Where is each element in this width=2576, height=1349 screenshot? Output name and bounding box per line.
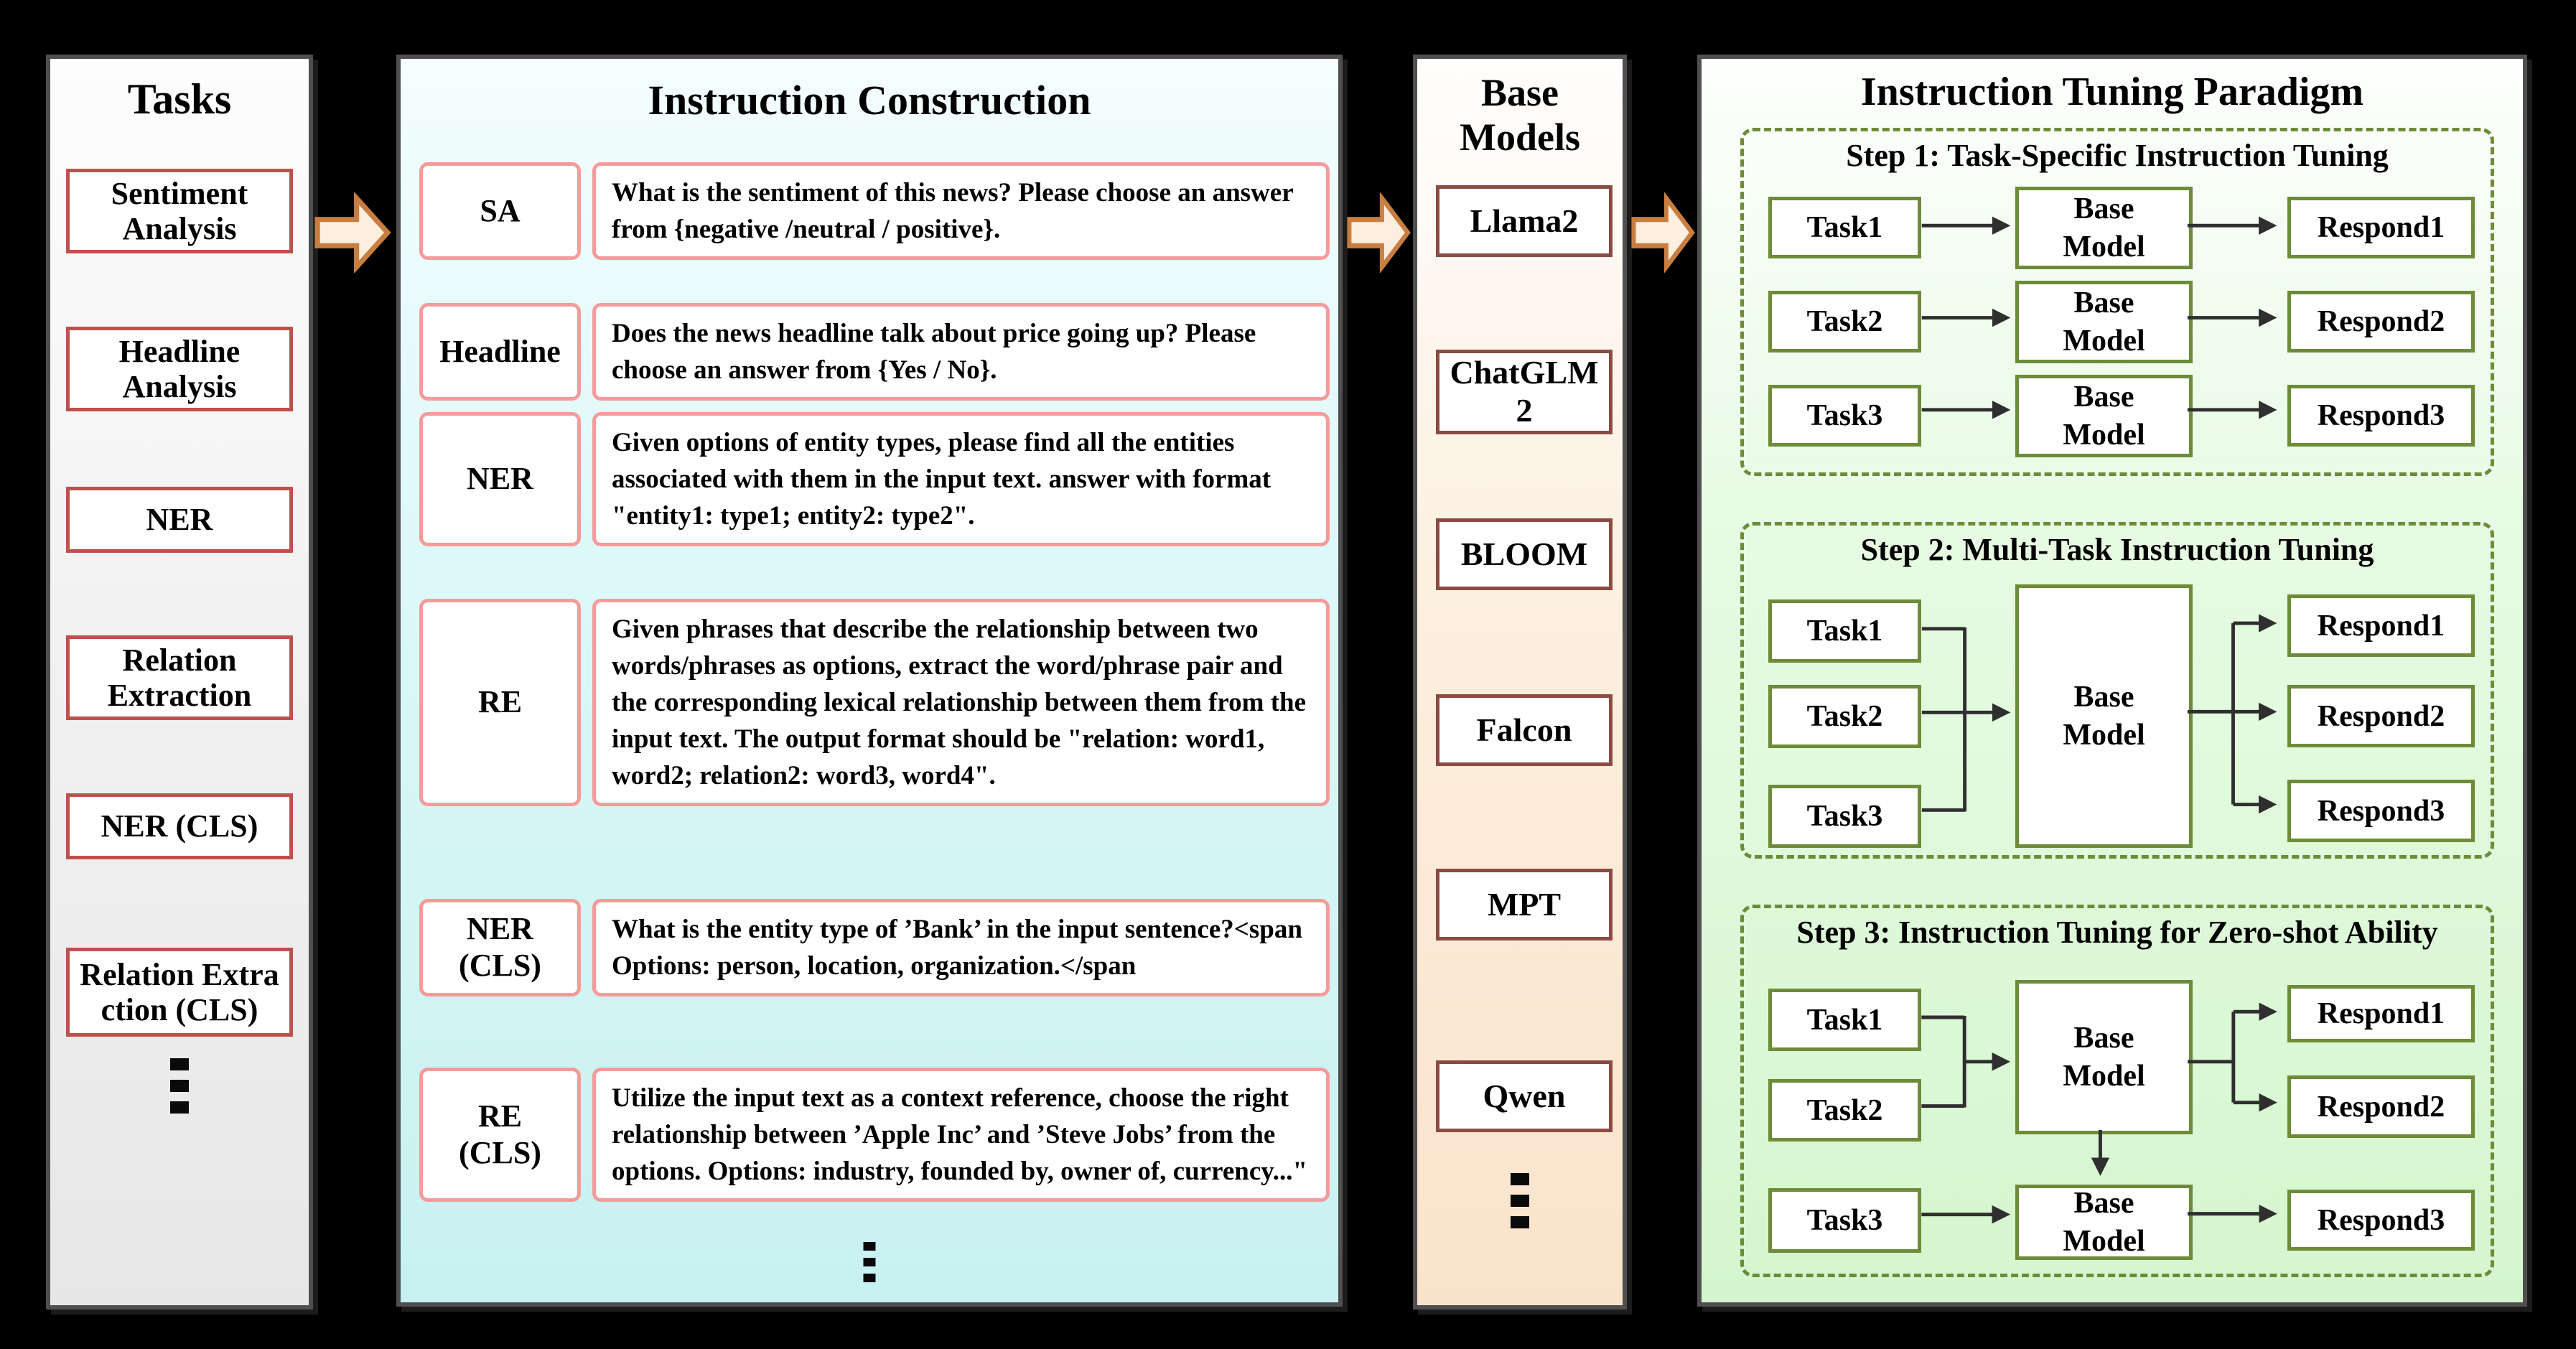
tasks-panel [46, 55, 313, 1310]
flow-arrow-icon [1347, 192, 1411, 273]
instruction-row-sa [419, 162, 1330, 260]
step1-base-model-box-3: Base Model [2015, 375, 2193, 457]
task-box-relation-extraction: Relation Extraction [66, 635, 293, 720]
model-box-mpt: MPT [1436, 869, 1613, 940]
instruction-construction-panel [396, 55, 1343, 1307]
instruction-text: Does the news headline talk about price going up? Please choose an answer from {Yes / No}. [592, 303, 1330, 401]
step3-task2-box: Task2 [1768, 1079, 1921, 1142]
instruction-panel-title: Instruction Construction [648, 77, 1091, 123]
step3-task1-box: Task1 [1768, 989, 1921, 1051]
instruction-row-re-cls [419, 1068, 1330, 1202]
tasks-panel-title: Tasks [127, 75, 232, 123]
instruction-tuning-paradigm-panel [1697, 55, 2527, 1307]
model-box-falcon: Falcon [1436, 694, 1613, 766]
step2-container [1740, 522, 2494, 859]
step3-title: Step 3: Instruction Tuning for Zero-shot Ability [1796, 915, 2438, 950]
base-models-panel [1413, 55, 1627, 1310]
step3-respond1-box: Respond1 [2287, 985, 2475, 1042]
step1-respond2-box: Respond2 [2287, 291, 2475, 353]
step1-base-model-box-2: Base Model [2015, 281, 2193, 363]
model-box-llama2: Llama2 [1436, 185, 1613, 257]
task-box-ner-cls: NER (CLS) [66, 793, 293, 859]
step2-task2-box: Task2 [1768, 685, 1921, 748]
instruction-label: RE (CLS) [419, 1068, 581, 1202]
instruction-label: NER [419, 412, 581, 546]
step1-task3-box: Task3 [1768, 385, 1921, 447]
step2-respond1-box: Respond1 [2287, 594, 2475, 657]
instruction-row-ner-cls [419, 899, 1330, 996]
step1-base-model-box-1: Base Model [2015, 187, 2193, 269]
step3-respond2-box: Respond2 [2287, 1075, 2475, 1138]
instruction-row-re [419, 599, 1330, 806]
instruction-label: NER (CLS) [419, 899, 581, 996]
models-panel-title: Base Models [1460, 71, 1580, 159]
instruction-text: What is the sentiment of this news? Please choose an answer from {negative /neutral / positive}. [592, 162, 1330, 260]
model-box-bloom: BLOOM [1436, 518, 1613, 590]
step3-respond3-box: Respond3 [2287, 1190, 2475, 1251]
instruction-text: Given options of entity types, please find all the entities associated with them in the input text. answer with format "entity1: type1; entity2: type2". [592, 412, 1330, 546]
step1-container [1740, 128, 2494, 476]
step3-base-model-box-bottom: Base Model [2015, 1185, 2193, 1260]
task-box-relation-extraction-cls: Relation Extraction (CLS) [66, 948, 293, 1037]
vertical-ellipsis-icon [1511, 1173, 1529, 1228]
instruction-row-headline [419, 303, 1330, 401]
step1-task2-box: Task2 [1768, 291, 1921, 353]
task-box-sentiment-analysis: Sentiment Analysis [66, 169, 293, 253]
instruction-text: What is the entity type of ’Bank’ in the input sentence?<span Options: person, location, organization.</span [592, 899, 1330, 996]
step1-task1-box: Task1 [1768, 197, 1921, 258]
vertical-ellipsis-icon [864, 1242, 876, 1282]
instruction-text: Given phrases that describe the relationship between two words/phrases as options, extract the word/phrase pair and the corresponding lexical relationship between them from the input text. The output format should be "relation: word1, word2; relation2: word3, word4". [592, 599, 1330, 806]
step1-title: Step 1: Task-Specific Instruction Tuning [1846, 138, 2389, 173]
instruction-text: Utilize the input text as a context reference, choose the right relationship between ’Apple Inc’ and ’Steve Jobs’ from the options. Options: industry, founded by, owner of, currency..." [592, 1068, 1330, 1202]
instruction-label: SA [419, 162, 581, 260]
step1-respond1-box: Respond1 [2287, 197, 2475, 258]
instruction-label: RE [419, 599, 581, 806]
step2-respond3-box: Respond3 [2287, 780, 2475, 842]
instruction-label: Headline [419, 303, 581, 401]
instruction-row-ner [419, 412, 1330, 546]
model-box-chatglm2: ChatGLM2 [1436, 350, 1613, 434]
paradigm-panel-title: Instruction Tuning Paradigm [1860, 70, 2364, 114]
flow-arrow-icon [314, 192, 392, 273]
step2-task3-box: Task3 [1768, 785, 1921, 848]
model-box-qwen: Qwen [1436, 1060, 1613, 1132]
step3-task3-box: Task3 [1768, 1188, 1921, 1253]
task-box-ner: NER [66, 487, 293, 553]
step1-respond3-box: Respond3 [2287, 385, 2475, 447]
step2-task1-box: Task1 [1768, 599, 1921, 663]
step2-respond2-box: Respond2 [2287, 685, 2475, 747]
step3-base-model-box-top: Base Model [2015, 980, 2193, 1134]
task-box-headline-analysis: Headline Analysis [66, 327, 293, 411]
step2-base-model-box: Base Model [2015, 584, 2193, 848]
step2-title: Step 2: Multi-Task Instruction Tuning [1860, 532, 2374, 567]
step3-container [1740, 905, 2494, 1277]
vertical-ellipsis-icon [170, 1058, 189, 1114]
flow-arrow-icon [1631, 192, 1696, 273]
